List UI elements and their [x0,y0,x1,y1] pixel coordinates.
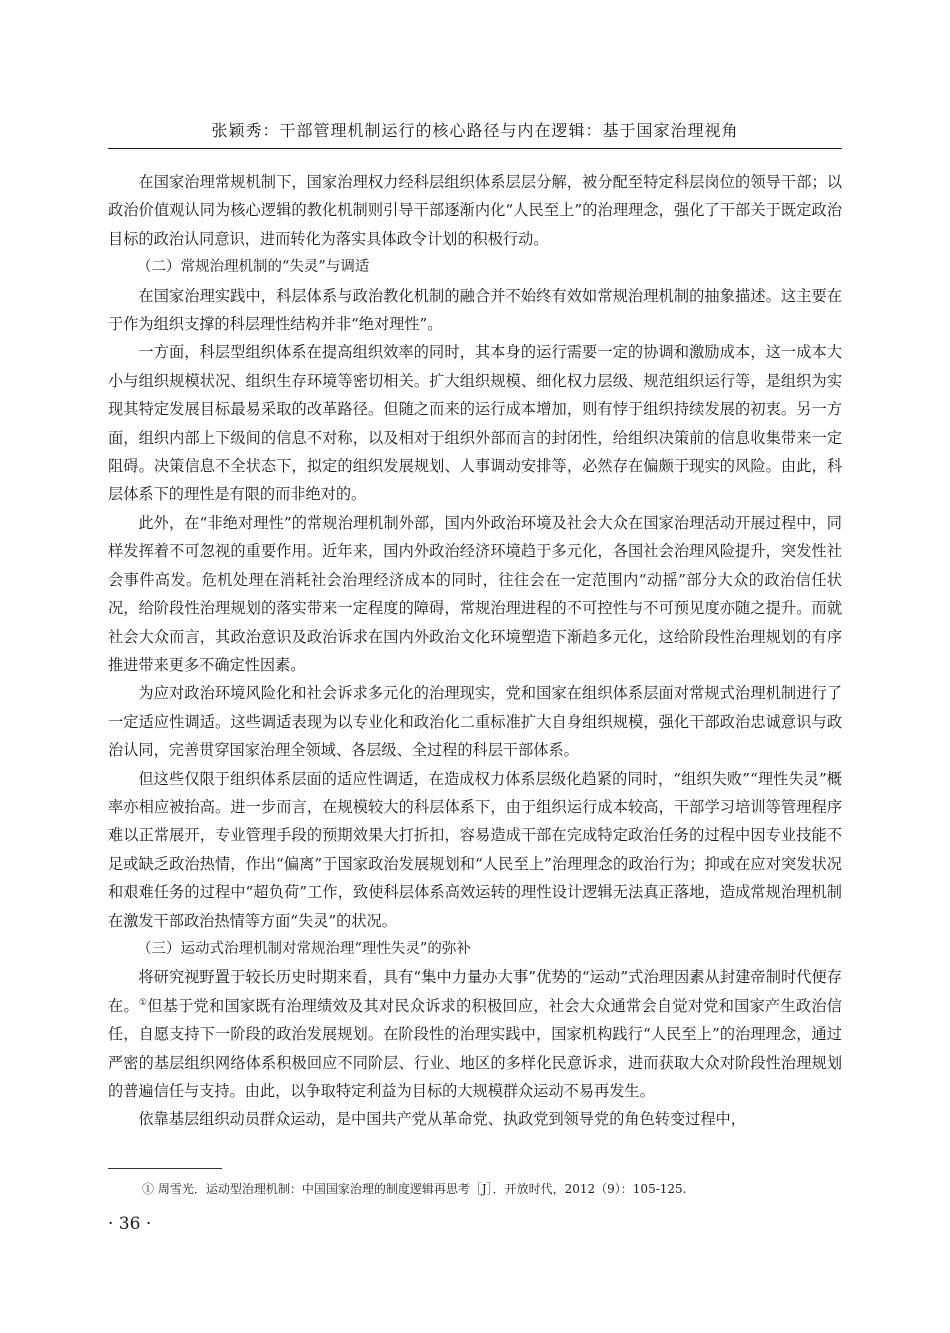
paragraph [108,963,842,1105]
running-header: 张颖秀：干部管理机制运行的核心路径与内在逻辑：基于国家治理视角 [211,121,739,140]
footnote-reference[interactable]: ① [138,997,148,1008]
paragraph-text: 但基于党和国家既有治理绩效及其对民众诉求的积极回应，社会大众通常会自觉对党和国家产生政治信任，自愿支持下一阶段的政治发展规划。在阶段性的治理实践中，国家机构践行“人民至上”的治理理念，通过严密的基层组织网络体系积极回应不同阶层、行业、地区的多样化民意诉求，进而获取大众对阶段性治理规划的普遍信任与支持。由此，以争取特定利益为目标的大规模群众运动不易再发生。 [108,996,842,1100]
paragraph-text: 将研究视野置于较长历史时期来看，具有“集中力量办大事”优势的“运动”式治理因素从封建帝制时代便存在。 [108,968,842,1015]
footnote: ① 周雪光．运动型治理机制：中国国家治理的制度逻辑再思考［J］．开放时代，2012（9）：105-125. [142,1182,687,1196]
paragraph: 为应对政治环境风险化和社会诉求多元化的治理现实，党和国家在组织体系层面对常规式治理机制进行了一定适应性调适。这些调适表现为以专业化和政治化二重标准扩大自身组织规模，强化干部政治忠诚意识与政治认同，完善贯穿国家治理全领域、各层级、全过程的科层干部体系。 [108,684,842,760]
paragraph: 但这些仅限于组织体系层面的适应性调适，在造成权力体系层级化趋紧的同时，“组织失败”“理性失灵”概率亦相应被抬高。进一步而言，在规模较大的科层体系下，由于组织运行成本较高，干部学习培训等管理程序难以正常展开，专业管理手段的预期效果大打折扣，容易造成干部在完成特定政治任务的过程中因专业技能不足或缺乏政治热情，作出“偏离”于国家政治发展规划和“人民至上”治理理念的政治行为；抑或在应对突发状况和艰难任务的过程中“超负荷”工作，致使科层体系高效运转的理性设计逻辑无法真正落地，造成常规治理机制在激发干部政治热情等方面“失灵”的状况。 [108,769,842,930]
paragraph: 依靠基层组织动员群众运动，是中国共产党从革命党、执政党到领导党的角色转变过程中， [138,1110,746,1129]
page-number: · 36 · [108,1214,152,1234]
paragraph: 一方面，科层型组织体系在提高组织效率的同时，其本身的运行需要一定的协调和激励成本，这一成本大小与组织规模状况、组织生存环境等密切相关。扩大组织规模、细化权力层级、规范组织运行等，是组织为实现其特定发展目标最易采取的改革路径。但随之而来的运行成本增加，则有悖于组织持续发展的初衷。另一方面，组织内部上下级间的信息不对称，以及相对于组织外部而言的封闭性，给组织决策前的信息收集带来一定阻碍。决策信息不全状态下，拟定的组织发展规划、人事调动安排等，必然存在偏颇于现实的风险。由此，科层体系下的理性是有限的而非绝对的。 [108,343,842,504]
paragraph: 在国家治理实践中，科层体系与政治教化机制的融合并不始终有效如常规治理机制的抽象描述。这主要在于作为组织支撑的科层理性结构并非“绝对理性”。 [108,286,842,334]
paragraph: 在国家治理常规机制下，国家治理权力经科层组织体系层层分解，被分配至特定科层岗位的领导干部；以政治价值观认同为核心逻辑的教化机制则引导干部逐渐内化“人民至上”的治理理念，强化了干部关于既定政治目标的政治认同意识，进而转化为落实具体政令计划的积极行动。 [108,173,842,248]
section-heading: （三）运动式治理机制对常规治理“理性失灵”的弥补 [137,940,471,957]
article-body [108,168,842,1134]
footnote-rule [108,1168,222,1169]
paragraph: 此外，在“非绝对理性”的常规治理机制外部，国内外政治环境及社会大众在国家治理活动开展过程中，同样发挥着不可忽视的重要作用。近年来，国内外政治经济环境趋于多元化，各国社会治理风险提升，突发性社会事件高发。危机处理在消耗社会治理经济成本的同时，往往会在一定范围内“动摇”部分大众的政治信任状况，给阶段性治理规划的落实带来一定程度的障碍，常规治理进程的不可控性与不可预见度亦随之提升。而就社会大众而言，其政治意识及政治诉求在国内外政治文化环境塑造下渐趋多元化，这给阶段性治理规划的有序推进带来更多不确定性因素。 [108,513,842,674]
section-heading: （二）常规治理机制的“失灵”与调适 [137,259,370,276]
header-rule [108,148,842,149]
